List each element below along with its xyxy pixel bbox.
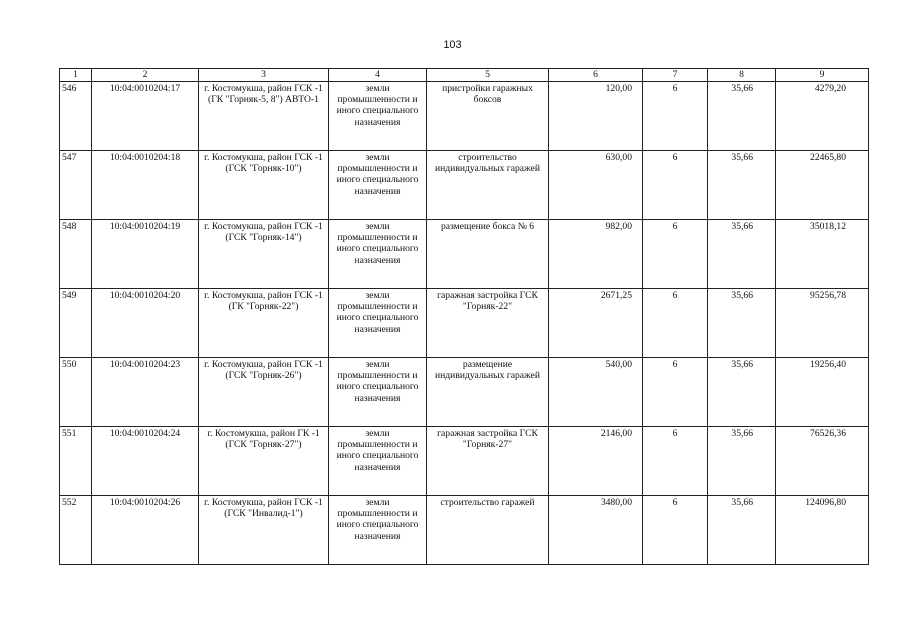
cell-area: 2146,00 (549, 427, 643, 496)
cell-permitted-use: размещение индивидуальных гаражей (427, 358, 549, 427)
cell-cadastral-value: 19256,40 (776, 358, 869, 427)
cell-group: 6 (643, 427, 708, 496)
column-header: 6 (549, 69, 643, 82)
cell-row-number: 549 (60, 289, 92, 358)
cell-land-category: земли промышленности и иного специального назначения (329, 220, 427, 289)
cell-land-category: земли промышленности и иного специального назначения (329, 151, 427, 220)
cell-permitted-use: строительство индивидуальных гаражей (427, 151, 549, 220)
page-number: 103 (443, 39, 462, 51)
cell-address: г. Костомукша, район ГСК -1 (ГСК "Инвалид-1") (199, 496, 329, 565)
table-row (60, 220, 869, 289)
cell-land-category: земли промышленности и иного специального назначения (329, 496, 427, 565)
cell-address: г. Костомукша, район ГСК -1 (ГК "Горняк-5, 8") АВТО-1 (199, 82, 329, 151)
cell-land-category: земли промышленности и иного специального назначения (329, 289, 427, 358)
cell-cadastral-number: 10:04:0010204:24 (92, 427, 199, 496)
column-header: 2 (92, 69, 199, 82)
cell-permitted-use: пристройки гаражных боксов (427, 82, 549, 151)
cell-cadastral-number: 10:04:0010204:17 (92, 82, 199, 151)
table-body (60, 82, 869, 565)
cell-group: 6 (643, 289, 708, 358)
cell-cadastral-number: 10:04:0010204:19 (92, 220, 199, 289)
cell-address: г. Костомукша, район ГК -1 (ГСК "Горняк-27") (199, 427, 329, 496)
cell-cadastral-value: 35018,12 (776, 220, 869, 289)
cell-cadastral-number: 10:04:0010204:23 (92, 358, 199, 427)
column-header: 5 (427, 69, 549, 82)
table-row (60, 82, 869, 151)
cell-cadastral-number: 10:04:0010204:18 (92, 151, 199, 220)
cell-address: г. Костомукша, район ГСК -1 (ГК "Горняк-22") (199, 289, 329, 358)
cell-area: 3480,00 (549, 496, 643, 565)
cell-permitted-use: гаражная застройка ГСК "Горняк-22" (427, 289, 549, 358)
cell-rate: 35,66 (708, 220, 776, 289)
cell-row-number: 548 (60, 220, 92, 289)
table-row (60, 358, 869, 427)
cell-row-number: 547 (60, 151, 92, 220)
table-row (60, 496, 869, 565)
column-header: 9 (776, 69, 869, 82)
column-header: 1 (60, 69, 92, 82)
table-row (60, 151, 869, 220)
header-row (60, 69, 869, 82)
cell-land-category: земли промышленности и иного специального назначения (329, 358, 427, 427)
column-header: 8 (708, 69, 776, 82)
cell-land-category: земли промышленности и иного специального назначения (329, 427, 427, 496)
cell-area: 2671,25 (549, 289, 643, 358)
cell-cadastral-value: 76526,36 (776, 427, 869, 496)
cell-permitted-use: размещение бокса № 6 (427, 220, 549, 289)
cell-address: г. Костомукша, район ГСК -1 (ГСК "Горняк-10") (199, 151, 329, 220)
column-header: 7 (643, 69, 708, 82)
cell-cadastral-number: 10:04:0010204:26 (92, 496, 199, 565)
cell-address: г. Костомукша, район ГСК -1 (ГСК "Горняк-26") (199, 358, 329, 427)
cell-group: 6 (643, 82, 708, 151)
cell-rate: 35,66 (708, 427, 776, 496)
cell-area: 630,00 (549, 151, 643, 220)
cell-group: 6 (643, 496, 708, 565)
cell-rate: 35,66 (708, 151, 776, 220)
table-row (60, 289, 869, 358)
cell-permitted-use: гаражная застройка ГСК "Горняк-27" (427, 427, 549, 496)
land-registry-table (59, 68, 869, 565)
cell-cadastral-value: 4279,20 (776, 82, 869, 151)
table-row (60, 427, 869, 496)
cell-row-number: 546 (60, 82, 92, 151)
cell-address: г. Костомукша, район ГСК -1 (ГСК "Горняк-14") (199, 220, 329, 289)
cell-cadastral-value: 95256,78 (776, 289, 869, 358)
cell-group: 6 (643, 358, 708, 427)
cell-permitted-use: строительство гаражей (427, 496, 549, 565)
cell-group: 6 (643, 220, 708, 289)
cell-rate: 35,66 (708, 82, 776, 151)
cell-row-number: 550 (60, 358, 92, 427)
cell-area: 540,00 (549, 358, 643, 427)
cell-cadastral-value: 22465,80 (776, 151, 869, 220)
cell-area: 982,00 (549, 220, 643, 289)
column-header: 4 (329, 69, 427, 82)
cell-cadastral-value: 124096,80 (776, 496, 869, 565)
column-header: 3 (199, 69, 329, 82)
cell-rate: 35,66 (708, 289, 776, 358)
cell-rate: 35,66 (708, 358, 776, 427)
cell-land-category: земли промышленности и иного специального назначения (329, 82, 427, 151)
cell-row-number: 552 (60, 496, 92, 565)
cell-group: 6 (643, 151, 708, 220)
cell-area: 120,00 (549, 82, 643, 151)
cell-cadastral-number: 10:04:0010204:20 (92, 289, 199, 358)
cell-rate: 35,66 (708, 496, 776, 565)
cell-row-number: 551 (60, 427, 92, 496)
